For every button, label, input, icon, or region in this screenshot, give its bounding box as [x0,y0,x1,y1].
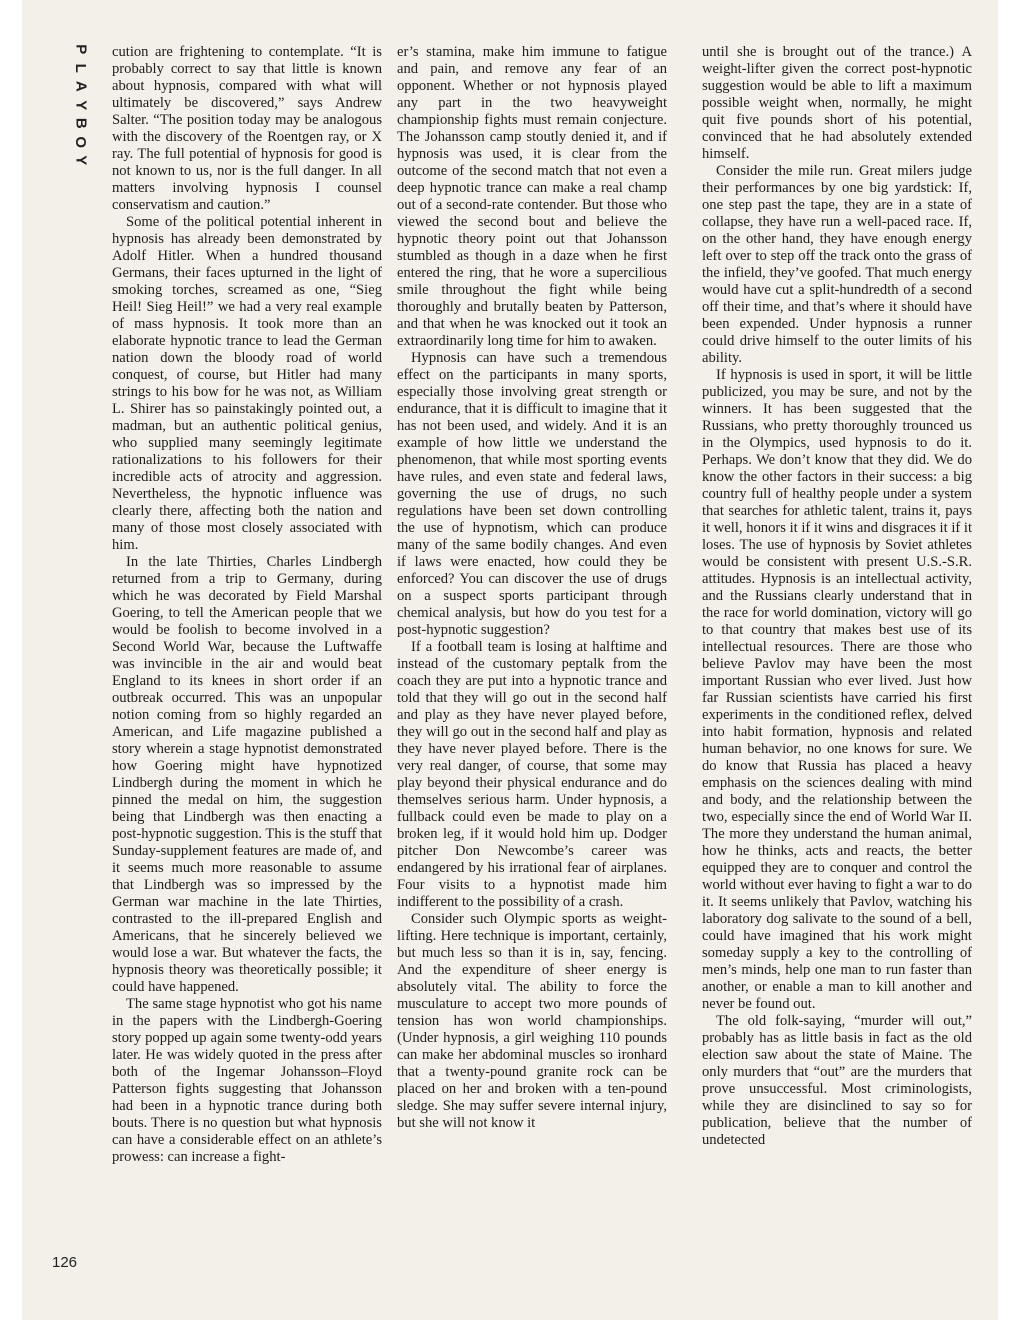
text-column-3 [702,44,972,1149]
playboy-masthead [66,40,94,170]
paragraph: Hypnosis can have such a tremendous effect on the participants in many sports, especially those involving great strength or endurance, that it is difficult to imagine that it has not been used, and widely. And it is an example of how little we understand the phenomenon, that while most sporting events have rules, and even state and federal laws, governing the use of drugs, no such regulations have been set down controlling the use of hypnotism, which can produce many of the same bodily changes. And even if laws were enacted, how could they be enforced? You can discover the use of drugs on a suspect sports participant through chemical analysis, but how do you test for a post-hypnotic suggestion? [397,350,667,638]
paragraph: er’s stamina, make him immune to fatigue and pain, and remove any fear of an opponent. Whether or not hypnosis played any part in the two heavyweight championship fights must remain conjecture. The Johansson camp stoutly denied it, and if hypnosis was used, it is clear from the outcome of the second match that not even a deep hypnotic trance can make a real champ out of a second-rate contender. But those who viewed the second bout and believe the hypnotic theory point out that Johansson stumbled as though in a daze when he first entered the ring, that he wore a supercilious smile throughout the fight while being thoroughly and brutally beaten by Patterson, and that when he was knocked out it took an extraordinarily long time for him to awaken. [397,44,667,349]
paragraph: Some of the political potential inherent in hypnosis has already been demonstrated by Adolf Hitler. When a hundred thousand Germans, their faces upturned in the light of smoking torches, screamed as one, “Sieg Heil! Sieg Heil!” we had a very real example of mass hypnosis. It took more than an elaborate hypnotic trance to lead the German nation down the bloody road of world conquest, of course, but Hitler had many strings to his bow for he was not, as William L. Shirer has so painstakingly pointed out, a madman, but an authentic political genius, who supplied many seemingly legitimate rationalizations to his followers for their incredible acts of atrocity and aggression. Nevertheless, the hypnotic influence was clearly there, affecting both the nation and many of those most closely associated with him. [112,214,382,553]
paragraph: until she is brought out of the trance.) A weight-lifter given the correct post-hypnotic suggestion would be able to lift a maximum possible weight when, normally, he might quit five pounds short of his potential, convinced that he had absolutely extended himself. [702,44,972,162]
masthead-letter: L [72,63,90,73]
masthead-letter: A [72,80,90,92]
paragraph: The old folk-saying, “murder will out,” probably has as little basis in fact as the old election saw about the state of Maine. The only murders that “out” are the murders that prove unsuccessful. Most criminologists, while they are disinclined to say so for publication, believe that the number of undetected [702,1013,972,1148]
paragraph: In the late Thirties, Charles Lindbergh returned from a trip to Germany, during which he was decorated by Field Marshal Goering, to tell the American people that we would be foolish to become involved in a Second World War, because the Luftwaffe was invincible in the air and would beat England to its knees in short order if an outbreak occurred. This was an unpopular notion coming from so highly regarded an American, and Life magazine published a story wherein a stage hypnotist demonstrated how Goering might have hypnotized Lindbergh during the moment in which he pinned the medal on him, the suggestion being that Lindbergh was then enacting a post-hypnotic suggestion. This is the stuff that Sunday-supplement features are made of, and it seems much more reasonable to assume that Lindbergh was so impressed by the German war machine in the late Thirties, contrasted to the ill-prepared English and Americans, that he sincerely believed we would lose a war. But whatever the facts, the hypnosis theory was theoretically possible; it could have happened. [112,554,382,995]
paragraph: Consider such Olympic sports as weight-lifting. Here technique is important, certainly, but much less so than it is in, say, fencing. And the expenditure of sheer energy is absolutely vital. The ability to force the musculature to accept two more pounds of tension has won world championships. (Under hypnosis, a girl weighing 110 pounds can make her abdominal muscles so ironhard that a twenty-pound granite rock can be placed on her and broken with a ten-pound sledge. She may suffer severe internal injury, but she will not know it [397,911,667,1131]
paragraph: cution are frightening to contemplate. “It is probably correct to say that little is known about hypnosis, compared with what will ultimately be discovered,” says Andrew Salter. “The position today may be analogous with the discovery of the Roentgen ray, or X ray. The full potential of hypnosis for good is not known to us, nor is the full danger. In all matters involving hypnosis I counsel conservatism and caution.” [112,44,382,213]
paragraph: Consider the mile run. Great milers judge their performances by one big yardstick: If, one step past the tape, they are in a state of collapse, they have run a well-paced race. If, on the other hand, they have enough energy left over to step off the track onto the grass of the infield, they’ve goofed. That much energy would have cut a split-hundredth of a second off their time, and that’s where it should have been expended. Under hypnosis a runner could drive himself to the outer limits of his ability. [702,163,972,366]
text-column-1 [112,44,382,1166]
paragraph: The same stage hypnotist who got his name in the papers with the Lindbergh-Goering story popped up again some twenty-odd years later. He was widely quoted in the press after both of the Ingemar Johansson–Floyd Patterson fights suggesting that Johansson had been in a hypnotic trance during both bouts. There is no question but what hypnosis can have a considerable effect on an athlete’s prowess: can increase a fight- [112,996,382,1165]
paragraph: If hypnosis is used in sport, it will be little publicized, you may be sure, and not by the winners. It has been suggested that the Russians, who pretty thoroughly trounced us in the Olympics, used hypnosis to do it. Perhaps. We don’t know that they did. We do know the other factors in their success: a big country full of healthy people under a system that searches for athletic talent, trains it, pays it well, honors it if it wins and disgraces it if it loses. The use of hypnosis by Soviet athletes would be consistent with present U.S.-S.R. attitudes. Hypnosis is an intellectual activity, and the Russians clearly understand that in the race for world domination, victory will go to that country that makes best use of its intellectual resources. There are those who believe Pavlov may have been the most important Russian who ever lived. Just how far Russian scientists have carried his first experiments in the conditioned reflex, delved into habit formation, hypnosis and related human behavior, no one knows for sure. We do know that Russia has placed a heavy emphasis on the sciences dealing with mind and body, and the relationship between the two, especially since the end of World War II. The more they understand the human animal, how he thinks, acts and reacts, the better equipped they are to conquer and control the world without ever having to fight a war to do it. It seems unlikely that Pavlov, watching his laboratory dog salivate to the sound of a bell, could have imagined that his work might someday supply a key to the controlling of men’s minds, help one man to run faster than another, or enable a man to kill another and never be found out. [702,367,972,1012]
masthead-letter: B [72,117,90,129]
paragraph: If a football team is losing at halftime and instead of the customary peptalk from the coach they are put into a hypnotic trance and told that they will go out in the second half and play as they have never played before, they will go out in the second half and play as they have never played before. There is the very real danger, of course, that some may play beyond their physical endurance and do themselves serious harm. Under hypnosis, a fullback could even be made to play on a broken leg, if it would hold him up. Dodger pitcher Don Newcombe’s career was endangered by his irrational fear of airplanes. Four visits to a hypnotist made him indifferent to the possibility of a crash. [397,639,667,910]
masthead-letter: P [72,44,90,55]
masthead-letter: O [72,135,90,148]
magazine-page [22,0,998,1320]
page-number: 126 [52,1254,78,1271]
masthead-letter: Y [72,155,90,166]
text-column-2 [397,44,667,1132]
masthead-letter: Y [72,99,90,110]
